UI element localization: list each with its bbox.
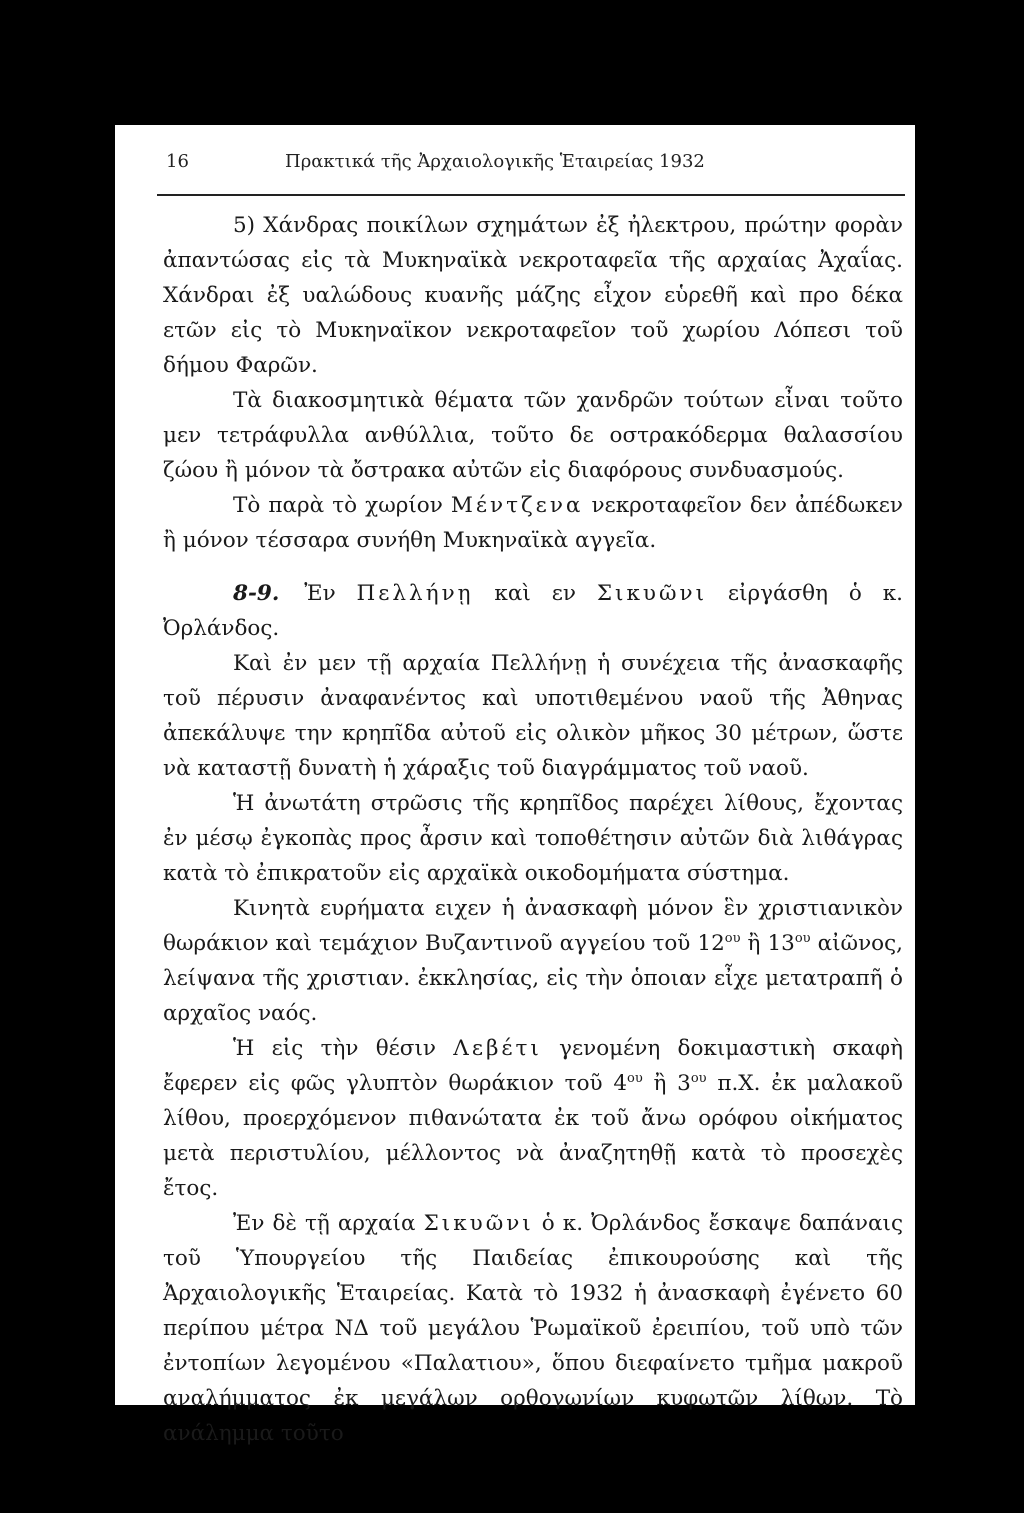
running-title: Πρακτικά τῆς Ἀρχαιολογικῆς Ἑταιρείας 1932 <box>285 151 705 172</box>
text-span: Τὸ παρὰ τὸ χωρίον <box>233 493 451 518</box>
paragraph-krepis: Ἡ ἀνωτάτη στρῶσις τῆς κρηπῖδος παρέχει λίθους, ἔχοντας ἐν μέσῳ ἐγκοπὰς προς ἆρσιν καὶ τοποθέτησιν αὐτῶν διὰ λιθάγρας κατὰ τὸ ἐπικρατοῦν εἰς αρχαϊκὰ οικοδομήματα σύστημα. <box>163 791 903 886</box>
place-name: Σικυῶνι <box>423 1211 534 1236</box>
superscript: ου <box>627 1071 643 1086</box>
paragraph-beads: 5) Χάνδρας ποικίλων σχημάτων ἐξ ἠλεκτρου, πρώτην φορὰν ἀπαντώσας εἰς τὰ Μυκηναϊκὰ νεκροταφεῖα τῆς αρχαίας Ἀχαΐας. Χάνδραι ἐξ υαλώδους κυανῆς μάζης εἶχον εὑρεθῆ καὶ προ δέκα ετῶν εἰς τὸ Μυκηναϊκον νεκροταφεῖον τοῦ χωρίου Λόπεσι τοῦ δήμου Φαρῶν. <box>163 213 903 378</box>
paragraph-levetti <box>163 1031 903 1206</box>
text-span: καὶ εν <box>473 581 597 606</box>
text-span: γενομένη δοκιμαστικὴ σκαφὴ ἔφερεν εἰς φῶς γλυπτὸν θωράκιον τοῦ 4 <box>163 1036 903 1096</box>
paragraph-bead-motifs: Τὰ διακοσμητικὰ θέματα τῶν χανδρῶν τούτων εἶναι τοῦτο μεν τετράφυλλα ανθύλλια, τοῦτο δε οστρακόδερμα θαλασσίου ζώου ἢ μόνον τὰ ὄστρακα αὐτῶν εἰς διαφόρους συνδυασμούς. <box>163 388 903 483</box>
superscript: ου <box>794 931 811 946</box>
section-heading <box>163 576 903 646</box>
text-span: εἰργάσθη ὁ κ. Ὀρλάνδος. <box>163 581 903 641</box>
place-name: Μέντζενα <box>450 493 584 518</box>
paragraph-finds <box>163 891 903 1031</box>
paragraph-pellene: Καὶ ἐν μεν τῇ αρχαία Πελλήνῃ ἡ συνέχεια τῆς ἀνασκαφῆς τοῦ πέρυσιν ἀναφανέντος καὶ υποτιθεμένου ναοῦ τῆς Ἀθηνας ἀπεκάλυψε την κρηπῖδα αὐτοῦ εἰς ολικὸν μῆκος 30 μέτρων, ὥστε νὰ καταστῇ δυνατὴ ἡ χάραξις τοῦ διαγράμματος τοῦ ναοῦ. <box>163 651 903 781</box>
superscript: ου <box>724 931 741 946</box>
text-span: Ἡ εἰς τὴν θέσιν <box>233 1036 454 1061</box>
text-span: ἢ 3 <box>642 1071 691 1096</box>
book-page <box>115 125 915 1446</box>
place-name: Σικυῶνι <box>596 581 707 606</box>
section-number: 8-9. <box>233 581 280 606</box>
text-span: π.Χ. ἐκ μαλακοῦ λίθου, προερχόμενον πιθανώτατα ἐκ τοῦ ἄνω ορόφου οἰκήματος μετὰ περιστυλίου, μέλλοντος νὰ ἀναζητηθῇ κατὰ τὸ προσεχὲς ἔτος. <box>163 1071 904 1201</box>
page-number: 16 <box>166 151 189 172</box>
place-name: Πελλήνῃ <box>356 581 474 606</box>
text-span: αἰῶνος, λείψανα τῆς χριστιαν. ἐκκλησίας, εἰς τὴν ὁποιαν εἶχε μετατραπῆ ὁ αρχαῖος ναός. <box>163 931 903 1026</box>
text-span: Ἐν δὲ τῇ αρχαία <box>233 1211 424 1236</box>
text-span: νεκροταφεῖον δεν ἀπέδωκεν ἢ μόνον τέσσαρα συνήθη Μυκηναϊκὰ αγγεῖα. <box>163 493 903 553</box>
header-rule <box>157 194 905 196</box>
text-span: Κινητὰ ευρήματα ειχεν ἡ ἀνασκαφὴ μόνον ἓν χριστιανικὸν θωράκιον καὶ τεμάχιον Βυζαντινοῦ αγγείου τοῦ 12 <box>163 896 903 956</box>
paragraph-mentzena <box>163 488 903 558</box>
text-span: ὁ κ. Ὀρλάνδος ἔσκαψε δαπάναις τοῦ Ὑπουργείου τῆς Παιδείας ἐπικουρούσης καὶ τῆς Ἀρχαιολογικῆς Ἑταιρείας. Κατὰ τὸ 1932 ἡ ἀνασκαφὴ ἐγένετο 60 περίπου μέτρα ΝΔ τοῦ μεγάλου Ῥωμαϊκοῦ ἐρειπίου, τοῦ υπὸ τῶν ἐντοπίων λεγομένου «Παλατιου», ὅπου διεφαίνετο τμῆμα μακροῦ αναλήμματος ἐκ μεγάλων ορθογωνίων κυφωτῶν λίθων. Τὸ ανάλημμα τοῦτο <box>163 1211 903 1446</box>
text-span: Ἐν <box>283 581 357 606</box>
superscript: ου <box>690 1071 707 1086</box>
place-name: Λεβέτι <box>453 1036 542 1061</box>
paragraph-sikyon <box>163 1206 903 1451</box>
text-span: ἢ 13 <box>740 931 795 956</box>
page-body <box>163 208 903 1451</box>
